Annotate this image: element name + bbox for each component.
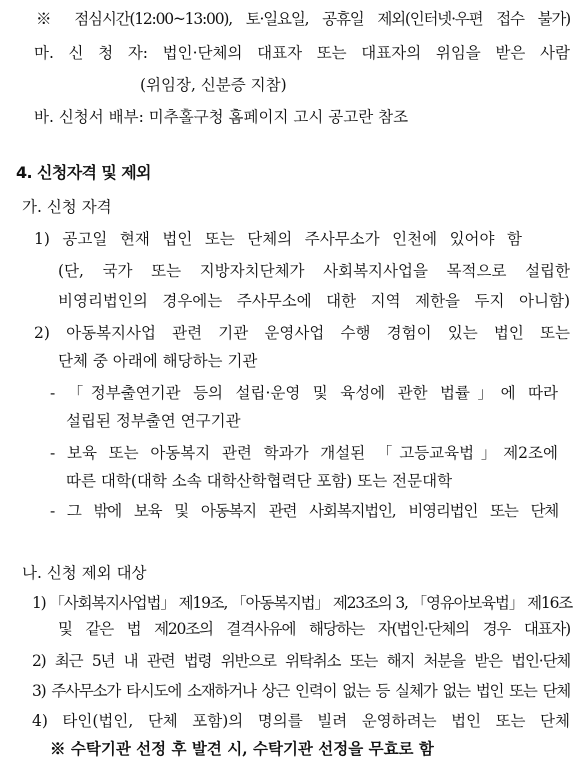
section-heading-eligibility: 4. 신청자격 및 제외 [16,163,151,182]
form-distribution-item: 바. 신청서 배부: 미추홀구청 홈페이지 고시 공고란 참조 [34,108,409,126]
eligibility-item-2: 2) 아동복지사업 관련 기관 운영사업 수행 경험이 있는 법인 또는 [34,324,570,342]
eligibility-bullet-1: - 「정부출연기관 등의 설립·운영 및 육성에 관한 법률」에 따라 [50,384,558,402]
exclusion-item-2: 2) 최근 5년 내 관련 법령 위반으로 위탁취소 또는 해지 처분을 받은 법인·단체 [32,652,570,670]
eligibility-bullet-3: - 그 밖에 보육 및 아동복지 관련 사회복지법인, 비영리법인 또는 단체 [50,502,558,520]
eligibility-bullet-1-cont: 설립된 정부출연 연구기관 [66,412,241,430]
exclusion-item-1-cont: 및 같은 법 제20조의 결격사유에 해당하는 자(법인·단체의 경우 대표자) [58,620,570,638]
eligibility-bullet-2: - 보육 또는 아동복지 관련 학과가 개설된 「고등교육법」제2조에 [50,444,558,462]
exclusion-item-3: 3) 주사무소가 타시도에 소재하거나 상근 인력이 없는 등 실체가 없는 법인 또는 단체 [32,682,570,700]
subsection-heading-eligibility: 가. 신청 자격 [22,198,112,216]
eligibility-bullet-2-cont: 따른 대학(대학 소속 대학산학협력단 포함) 또는 전문대학 [66,472,453,490]
exclusion-item-4: 4) 타인(법인, 단체 포함)의 명의를 빌려 운영하려는 법인 또는 단체 [32,712,570,730]
subsection-heading-exclusions: 나. 신청 제외 대상 [22,564,147,582]
applicant-item: 마. 신 청 자: 법인·단체의 대표자 또는 대표자의 위임을 받은 사람 [34,44,570,62]
applicant-item-note: (위임장, 신분증 지참) [140,76,287,94]
exclusion-warning-note: ※ 수탁기관 선정 후 발견 시, 수탁기관 선정을 무효로 함 [50,739,434,758]
eligibility-item-1-note-cont: 비영리법인의 경우에는 주사무소에 대한 지역 제한을 두지 아니함) [58,292,570,310]
eligibility-item-1: 1) 공고일 현재 법인 또는 단체의 주사무소가 인천에 있어야 함 [34,230,522,248]
eligibility-item-2-cont: 단체 중 아래에 해당하는 기관 [58,352,258,370]
eligibility-item-1-note: (단, 국가 또는 지방자치단체가 사회복지사업을 목적으로 설립한 [58,262,570,280]
lunch-hours-note: ※ 점심시간(12:00~13:00), 토·일요일, 공휴일 제외(인터넷·우편 접수 불가) [36,10,570,28]
exclusion-item-1: 1) 「사회복지사업법」 제19조, 「아동복지법」 제23조의 3, 「영유아보육법」 제16조 [32,594,572,612]
